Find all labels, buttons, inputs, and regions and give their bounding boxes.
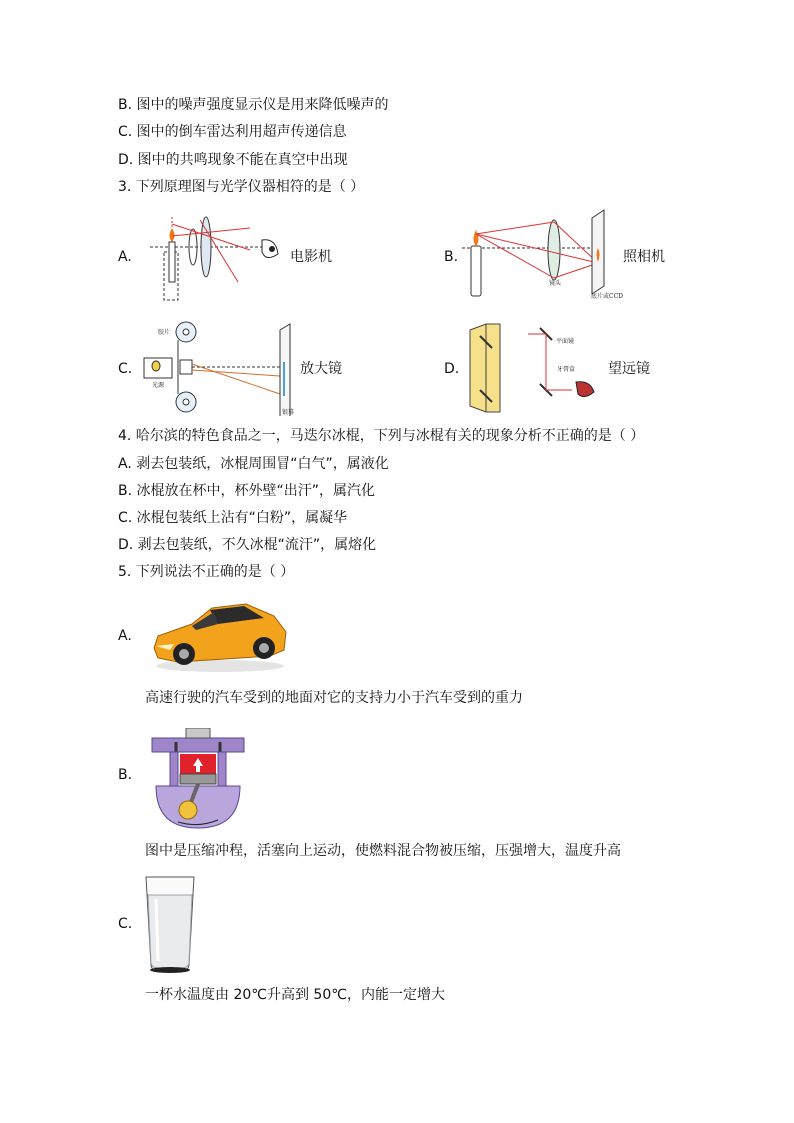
sports-car-image [148, 596, 290, 674]
q3-option-c-letter: C. [118, 361, 133, 377]
engine-compression-stroke-image [148, 728, 250, 832]
glass-of-water-image [142, 873, 198, 975]
eye-icon [576, 382, 594, 397]
lens-label: 镜头 [549, 280, 562, 287]
q4-option-a: A. 剥去包装纸，冰棍周围冒“白气”，属液化 [118, 456, 389, 472]
periscope-diagram [468, 320, 608, 414]
bulb-icon [152, 361, 160, 371]
q3-option-c-instrument: 放大镜 [300, 361, 342, 377]
q4-stem: 4. 哈尔滨的特色食品之一，马迭尔冰棍，下列与冰棍有关的现象分析不正确的是（ ） [118, 428, 645, 444]
q3-option-b-instrument: 照相机 [623, 249, 665, 265]
q2-option-d: D. 图中的共鸣现象不能在真空中出现 [118, 152, 348, 168]
q5-option-b-letter: B. [118, 767, 133, 783]
q5-option-a-letter: A. [118, 628, 132, 644]
flame-icon [474, 230, 479, 246]
q3-option-a-letter: A. [118, 249, 132, 265]
q3-option-d-instrument: 望远镜 [608, 361, 650, 377]
movie-projector-diagram [150, 212, 290, 304]
q3-stem: 3. 下列原理图与光学仪器相符的是（ ） [118, 179, 365, 195]
q2-option-b: B. 图中的噪声强度显示仪是用来降低噪声的 [118, 97, 389, 113]
q4-option-d: D. 剥去包装纸，不久冰棍“流汗”，属熔化 [118, 537, 377, 553]
toothpaste-box-label: 牙膏盒 [557, 366, 576, 373]
plane-mirror-label: 平面镜 [556, 338, 575, 345]
film-label: 胶片 [158, 329, 171, 336]
q5-stem: 5. 下列说法不正确的是（ ） [118, 564, 295, 580]
screen-label: 银幕 [282, 409, 295, 416]
light-source-label: 光源 [152, 382, 165, 389]
flame-icon [170, 228, 175, 242]
q3-option-d-letter: D. [444, 361, 460, 377]
q5-option-b-text: 图中是压缩冲程，活塞向上运动，使燃料混合物被压缩，压强增大，温度升高 [145, 843, 621, 859]
q4-option-b: B. 冰棍放在杯中，杯外壁“出汗”，属汽化 [118, 483, 376, 499]
q5-option-c-text: 一杯水温度由 20℃升高到 50℃，内能一定增大 [145, 987, 445, 1003]
q3-option-b-letter: B. [444, 249, 459, 265]
q5-option-a-text: 高速行驶的汽车受到的地面对它的支持力小于汽车受到的重力 [145, 690, 523, 706]
q3-option-a-instrument: 电影机 [290, 249, 332, 265]
q2-option-c: C. 图中的倒车雷达利用超声传递信息 [118, 124, 347, 140]
film-ccd-label: 底片或CCD [591, 293, 623, 300]
q4-option-c: C. 冰棍包装纸上沾有“白粉”，属凝华 [118, 510, 348, 526]
q5-option-c-letter: C. [118, 916, 133, 932]
camera-diagram [462, 208, 620, 306]
